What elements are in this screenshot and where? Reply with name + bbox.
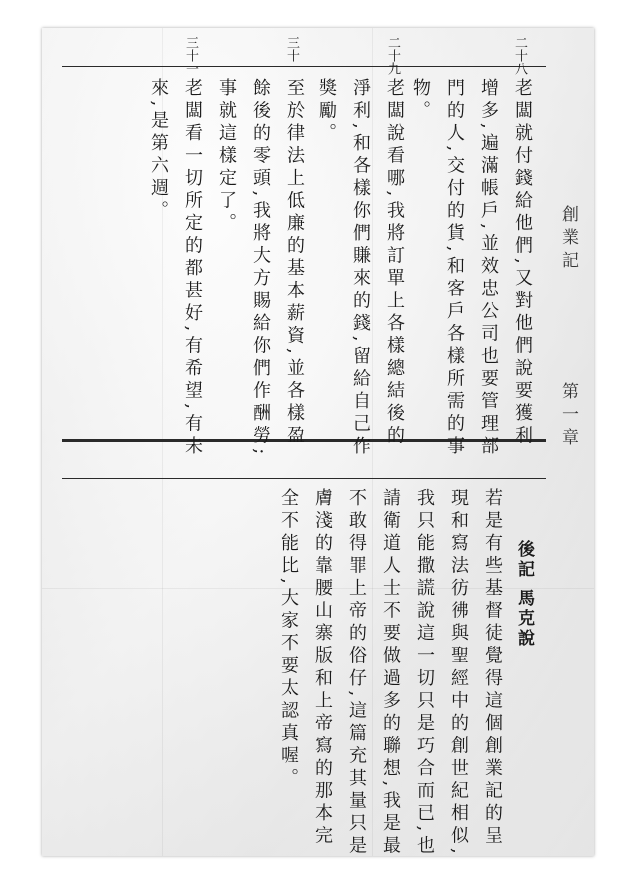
postscript-line: 全不能比,大家不要太認真喔。 <box>278 488 299 791</box>
top-rule <box>62 66 546 67</box>
verse-line: 門的人,交付的貨,和客戶各樣所需的事 <box>444 78 465 459</box>
postscript-line: 我只能撒謊說這一切只是巧合而已,也 <box>414 488 435 859</box>
verse-line: 物。 <box>410 78 431 123</box>
book-title: 創業記 <box>558 205 578 274</box>
postscript-title: 後記 馬克說 <box>514 540 534 649</box>
verse-line: 老闆看一切所定的都甚好,有希望,有未 <box>182 78 203 459</box>
verse-line: 事就這樣定了。 <box>216 78 237 236</box>
verse-line: 老闆就付錢給他們,又對他們說要獲利 <box>512 78 533 449</box>
verse-line: 餘後的零頭,我將大方賜給你們作酬勞; <box>250 78 271 459</box>
postscript-line: 不敢得罪上帝的俗仔,這篇充其量只是 <box>346 488 367 859</box>
postscript-line: 若是有些基督徒覺得這個創業記的呈 <box>482 488 503 848</box>
postscript-line: 現和寫法彷彿與聖經中的創世紀相似, <box>448 488 469 859</box>
chapter-label: 第一章 <box>558 382 578 451</box>
verse-line: 增多,遍滿帳戶,並效忠公司也要管理部 <box>478 78 499 459</box>
verse-line: 淨利,和各樣你們賺來的錢,留給自己作 <box>350 78 371 459</box>
verse-line: 老闆說看哪,我將訂單上各樣總結後的 <box>384 78 405 449</box>
verse-number: 二十九 <box>385 36 400 75</box>
verse-line: 來,是第六週。 <box>148 78 169 224</box>
verse-number: 二十八 <box>512 36 527 75</box>
postscript-line: 請衛道人士不要做過多的聯想,我是最 <box>380 488 401 859</box>
verse-number: 三十 <box>284 36 299 62</box>
lower-rule <box>62 478 546 479</box>
verse-number: 三十一 <box>183 36 198 75</box>
verse-line: 至於律法上低廉的基本薪資,並各樣盈 <box>284 78 305 449</box>
verse-line: 獎勵。 <box>316 78 337 146</box>
postscript-line: 膚淺的靠腰山寨版和上帝寫的那本完 <box>312 488 333 848</box>
